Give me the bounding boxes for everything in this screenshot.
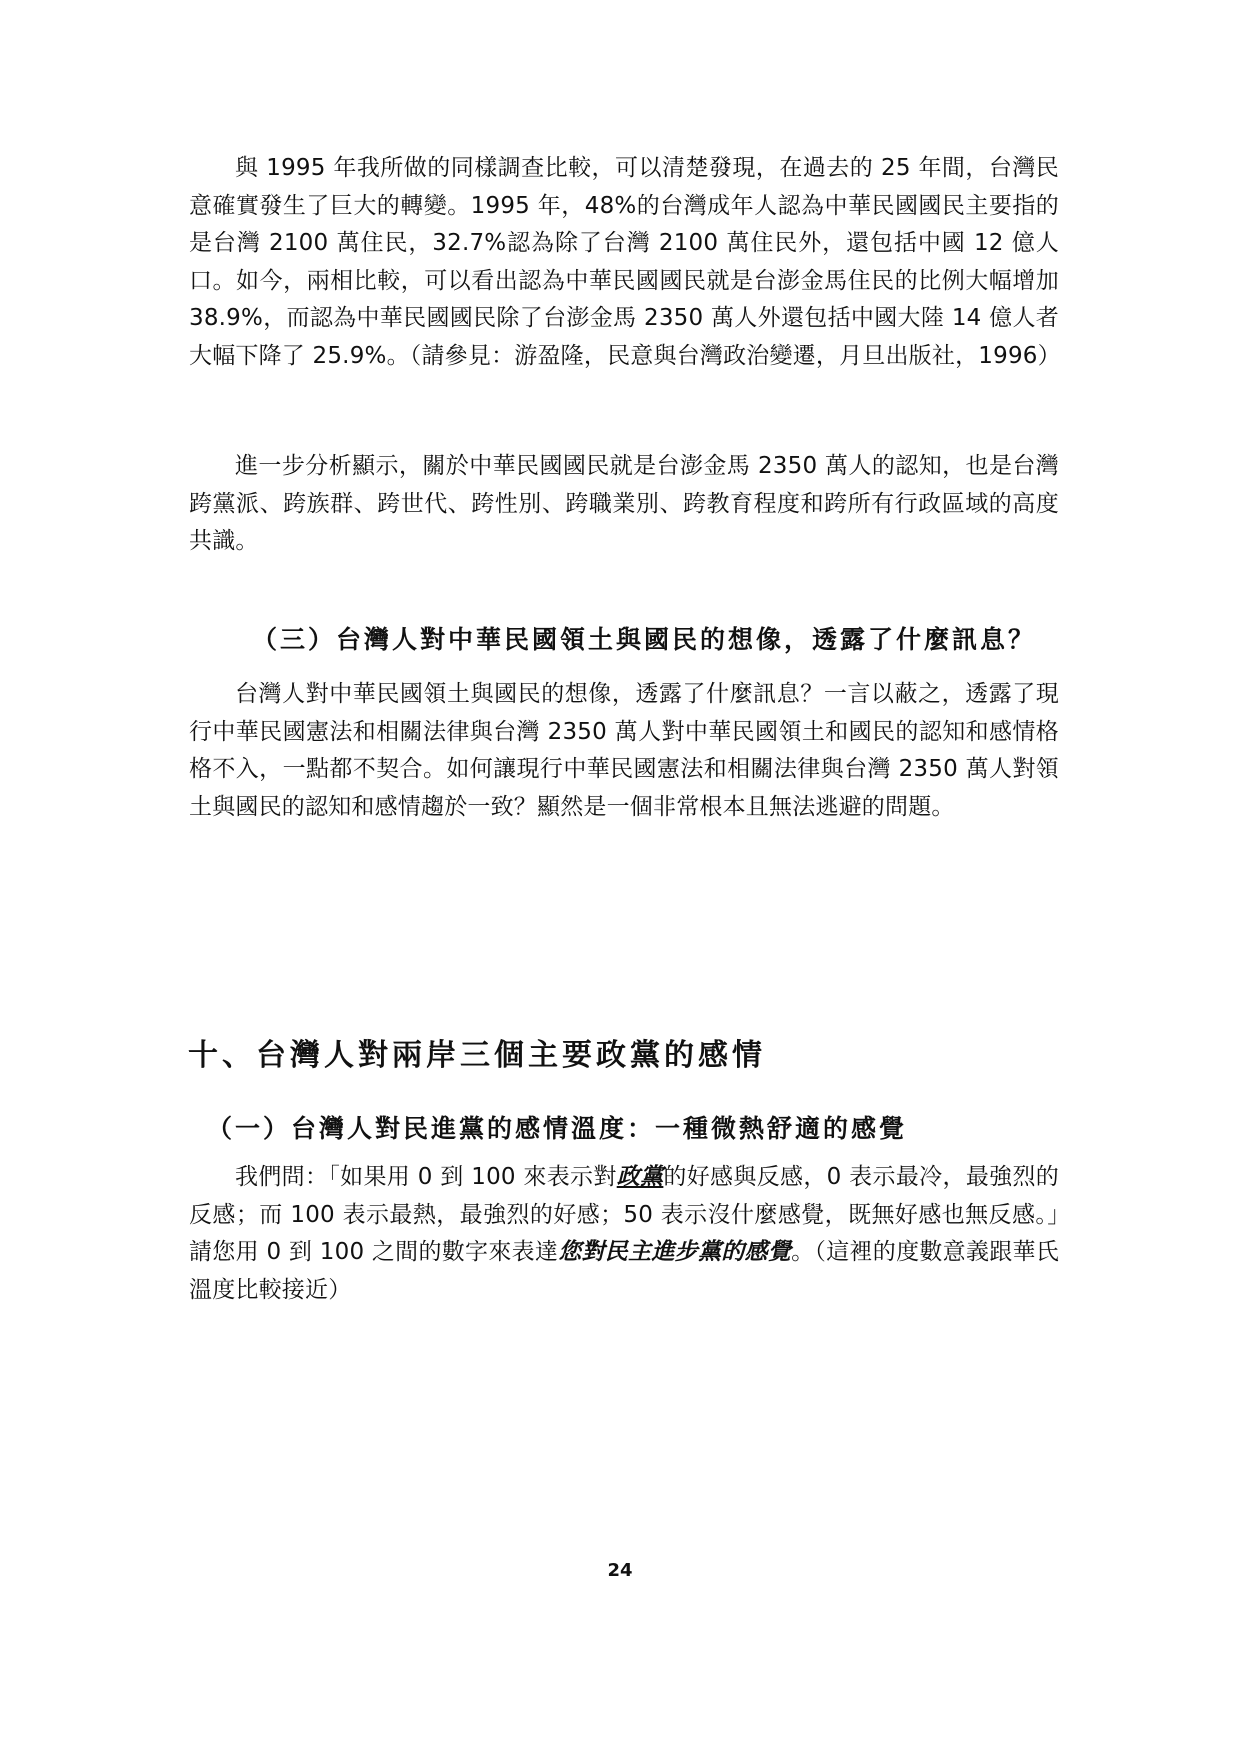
emphasis-dpp-feeling: 您對民主進步黨的感覺 [558, 1239, 792, 1265]
paragraph-implication [189, 676, 1059, 826]
question-text-part2: 的好感與反感，0 表示最冷，最強烈的反感；而 100 表示最熱，最強烈的好感；50 表示沒什麼感覺，既無好感也無反感。」請您用 0 到 100 之間的數字來表達 [189, 1164, 1060, 1265]
question-text-part1: 我們問：「如果用 0 到 100 來表示對 [235, 1164, 617, 1190]
paragraph-consensus [189, 448, 1059, 561]
subheading-section-1: （一）台灣人對民進黨的感情溫度：一種微熱舒適的感覺 [207, 1114, 908, 1143]
chapter-heading: 十、台灣人對兩岸三個主要政黨的感情 [188, 1038, 766, 1073]
paragraph-text: 台灣人對中華民國領土與國民的想像，透露了什麼訊息？一言以蔽之，透露了現行中華民國憲法和相關法律與台灣 2350 萬人對中華民國領土和國民的認知和感情格格不入，一點都不契合。如何讓現行中華民國憲法和相關法律與台灣 2350 萬人對領土與國民的認知和感情趨於一致？顯然是一個非常根本且無法逃避的問題。 [189, 681, 1059, 820]
paragraph-text: 進一步分析顯示，關於中華民國國民就是台澎金馬 2350 萬人的認知，也是台灣跨黨派、跨族群、跨世代、跨性別、跨職業別、跨教育程度和跨所有行政區域的高度共識。 [189, 453, 1059, 554]
paragraph-1995-comparison [189, 150, 1059, 375]
paragraph-survey-question [189, 1159, 1059, 1309]
emphasis-party: 政黨 [616, 1164, 664, 1190]
paragraph-text: 與 1995 年我所做的同樣調查比較，可以清楚發現，在過去的 25 年間，台灣民意確實發生了巨大的轉變。1995 年，48%的台灣成年人認為中華民國國民主要指的是台灣 2100 萬住民，32.7%認為除了台灣 2100 萬住民外，還包括中國 12 億人口。如今，兩相比較，可以看出認為中華民國國民就是台澎金馬住民的比例大幅增加 38.9%，而認為中華民國國民除了台澎金馬 2350 萬人外還包括中國大陸 14 億人者大幅下降了 25.9%。（請參見：游盈隆，民意與台灣政治變遷，月旦出版社，1996） [189, 155, 1061, 369]
subheading-section-3: （三）台灣人對中華民國領土與國民的想像，透露了什麼訊息？ [252, 625, 1037, 654]
question-text-part3: 。（這裡的度數意義跟華氏溫度比較接近） [189, 1239, 1060, 1303]
page-number: 24 [607, 1560, 633, 1581]
